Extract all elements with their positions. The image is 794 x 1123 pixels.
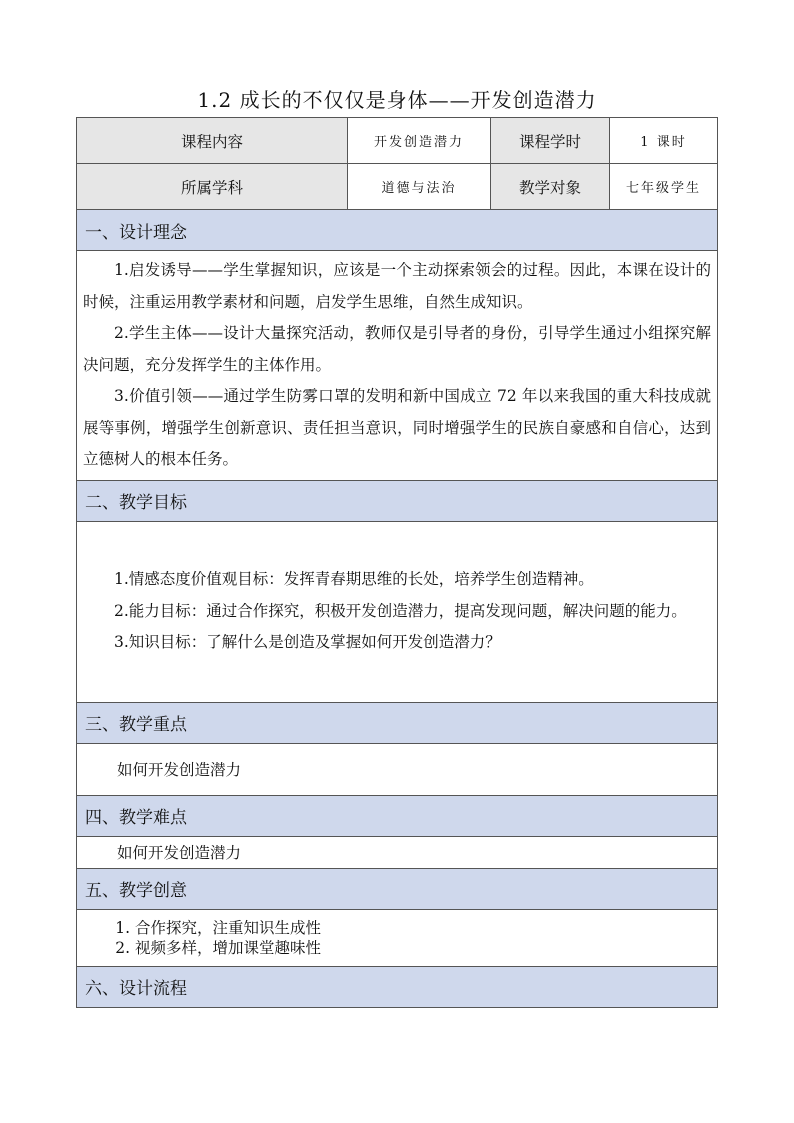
innovation-item-2: 2. 视频多样，增加课堂趣味性 — [135, 938, 717, 958]
innovation-heading-row — [77, 868, 718, 909]
innovation-list — [77, 914, 717, 962]
flow-heading: 六、设计流程 — [77, 966, 718, 1007]
design-paragraph-2: 2.学生主体——设计大量探究活动，教师仅是引导者的身份，引导学生通过小组探究解决问题，充分发挥学生的主体作用。 — [83, 324, 711, 374]
innovation-content — [77, 909, 718, 966]
subject-value: 道德与法治 — [348, 164, 491, 210]
key-heading: 三、教学重点 — [77, 702, 718, 743]
design-paragraph-3: 3.价值引领——通过学生防雾口罩的发明和新中国成立 72 年以来我国的重大科技成就展等事例，增强学生创新意识、责任担当意识，同时增强学生的民族自豪感和自信心，达到立德树人的根本任务。 — [83, 387, 711, 468]
design-paragraph-1: 1.启发诱导——学生掌握知识，应该是一个主动探索领会的过程。因此，本课在设计的时候，注重运用教学素材和问题，启发学生思维，自然生成知识。 — [83, 261, 711, 311]
goal-item-3: 3.知识目标：了解什么是创造及掌握如何开发创造潜力？ — [114, 633, 501, 652]
design-content-row — [77, 251, 718, 481]
design-heading-row — [77, 210, 718, 251]
goal-item-2: 2.能力目标：通过合作探究，积极开发创造潜力，提高发现问题，解决问题的能力。 — [114, 601, 687, 620]
audience-value: 七年级学生 — [610, 164, 718, 210]
page-title: 1.2 成长的不仅仅是身体——开发创造潜力 — [197, 88, 597, 112]
goal-item-1: 1.情感态度价值观目标：发挥青春期思维的长处，培养学生创造精神。 — [114, 570, 594, 589]
difficult-heading-row — [77, 795, 718, 836]
innovation-item-1: 1. 合作探究，注重知识生成性 — [135, 918, 717, 938]
difficult-content: 如何开发创造潜力 — [77, 836, 718, 868]
design-content — [77, 251, 718, 481]
goals-heading: 二、教学目标 — [77, 480, 718, 521]
info-row-1 — [77, 118, 718, 164]
key-content: 如何开发创造潜力 — [77, 743, 718, 795]
key-heading-row — [77, 702, 718, 743]
course-content-value: 开发创造潜力 — [348, 118, 491, 164]
key-content-row — [77, 743, 718, 795]
audience-label: 教学对象 — [491, 164, 610, 210]
flow-heading-row — [77, 966, 718, 1007]
innovation-content-row — [77, 909, 718, 966]
goals-content-row — [77, 521, 718, 702]
difficult-content-row — [77, 836, 718, 868]
innovation-heading: 五、教学创意 — [77, 868, 718, 909]
subject-label: 所属学科 — [77, 164, 348, 210]
difficult-heading: 四、教学难点 — [77, 795, 718, 836]
info-row-2 — [77, 164, 718, 210]
goals-content — [77, 521, 718, 702]
course-hours-value: 1 课时 — [610, 118, 718, 164]
lesson-plan-table — [76, 117, 718, 1008]
course-hours-label: 课程学时 — [491, 118, 610, 164]
design-heading: 一、设计理念 — [77, 210, 718, 251]
course-content-label: 课程内容 — [77, 118, 348, 164]
goals-heading-row — [77, 480, 718, 521]
